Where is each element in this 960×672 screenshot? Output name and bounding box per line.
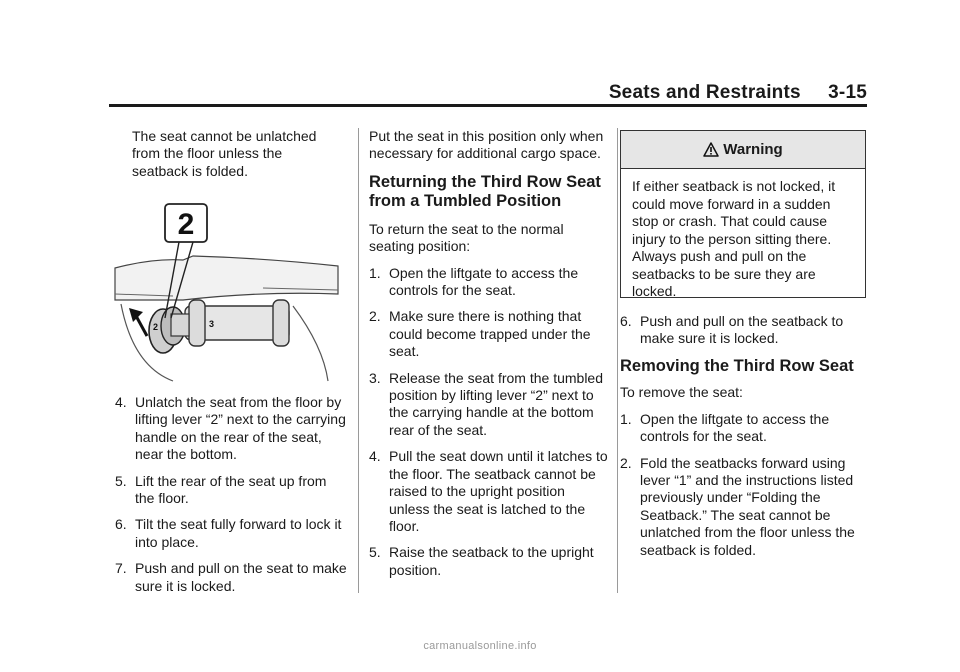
warning-body: If either seatback is not locked, it could move forward in a sudden stop or crash. That could cause injury to the person sitting there. Always push and pull on the seatbacks to be sure they are locked. [632,178,836,299]
callout-small-2: 2 [153,322,159,332]
column-1 [132,128,337,180]
page-header [109,82,867,102]
header-rule [109,104,867,107]
col3-step-list [620,411,868,559]
column-1-steps [115,394,347,604]
list-item: 4. Pull the seat down until it latches to the floor. The seatback cannot be raised to the upright position unless the seat is latched to the floor. [369,448,608,534]
lever-illustration [113,196,345,386]
list-item: 3. Release the seat from the tumbled position by lifting lever “2” next to the carrying handle at the bottom rear of the seat. [369,369,604,438]
col2-lead: To return the seat to the normal seating position: [369,220,564,255]
watermark: carmanualsonline.info [423,640,537,652]
page-title: Seats and Restraints 3-15 [608,82,867,103]
list-item: 2. Make sure there is nothing that could become trapped under the seat. [369,308,591,360]
list-item: 5. Lift the rear of the seat up from the floor. [115,472,327,507]
column-divider-1 [358,128,359,593]
column-divider-2 [617,128,618,593]
list-item: 4. Unlatch the seat from the floor by lifting lever “2” next to the carrying handle on the rear of the seat, near the bottom. [115,394,346,463]
col2-intro: Put the seat in this position only when necessary for additional cargo space. [369,128,604,162]
list-item: 7. Push and pull on the seat to make sure it is locked. [115,560,347,594]
list-item: 5. Raise the seatback to the upright position. [369,544,594,578]
col3-step6-list [620,313,868,348]
section-heading-returning: Returning the Third Row Seat from a Tumbled Position [369,172,601,211]
column-2 [369,128,609,588]
list-item: 6. Tilt the seat fully forward to lock it into place. [115,516,342,550]
col3-lead: To remove the seat: [620,384,743,401]
list-item: 6. Push and pull on the seatback to make sure it is locked. [620,313,844,347]
warning-triangle-icon [703,142,719,157]
warning-title: Warning [723,141,783,158]
warning-header [621,131,865,169]
seat-lever-diagram [113,196,345,386]
list-item: 2. Fold the seatbacks forward using lever “1” and the instructions listed previously under “Folding the Seatback.” The seat cannot be unlatched from the floor unless the seatback is folded. [620,454,855,558]
col2-step-list [369,265,609,580]
callout-large-2: 2 [177,208,195,241]
column-3 [620,313,868,568]
callout-small-3: 3 [209,319,215,329]
warning-box [620,130,866,298]
list-item: 1. Open the liftgate to access the controls for the seat. [620,410,830,445]
list-item: 1. Open the liftgate to access the controls for the seat. [369,264,579,299]
section-heading-removing: Removing the Third Row Seat [620,356,854,375]
col1-step-list [115,394,347,595]
col1-intro: The seat cannot be unlatched from the floor unless the seatback is folded. [132,128,317,179]
